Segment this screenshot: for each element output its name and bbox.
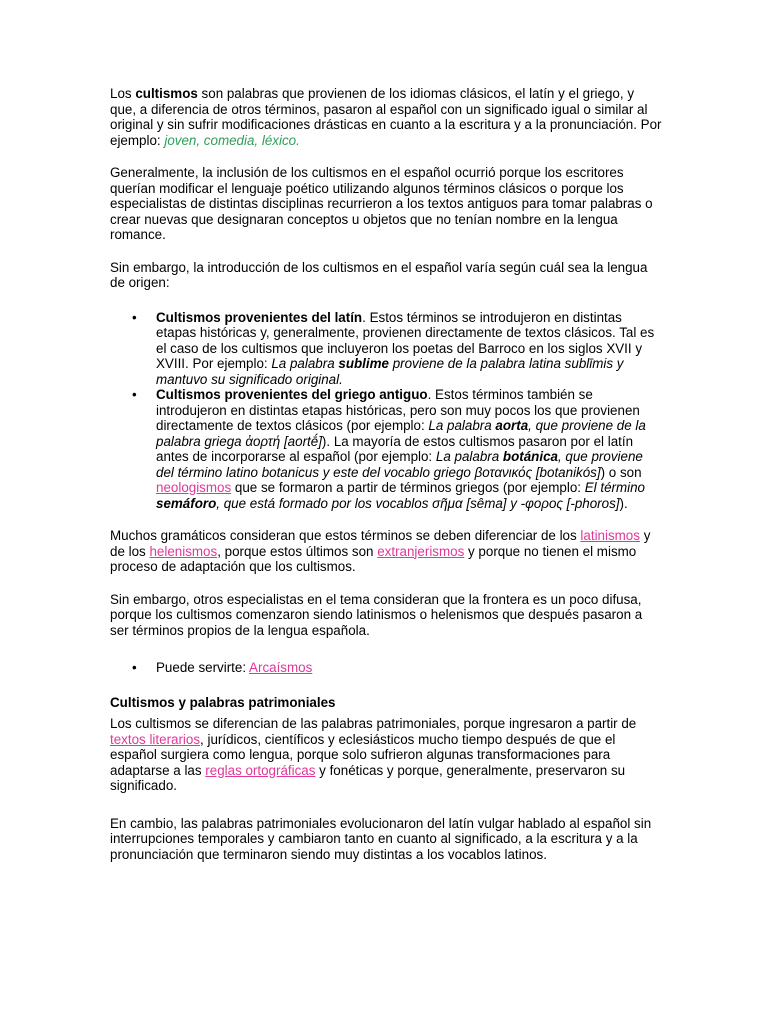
text-run: Muchos gramáticos consideran que estos términos se deben diferenciar de los [110, 528, 581, 543]
italic-run: , que está formado por los vocablos σῆμα [sêma] y -φορος [-phoros] [216, 495, 620, 511]
text-run: Los cultismos se diferencian de las palabras patrimoniales, porque ingresaron a partir de [110, 716, 637, 731]
text-run: Puede servirte: [156, 660, 250, 675]
italic-run: , que proviene de la palabra griega ἀορτή [aortḗ] [156, 418, 646, 449]
section-heading: Cultismos y palabras patrimoniales [110, 694, 336, 710]
italic-run: La palabra [428, 418, 496, 433]
text-run: . Estos términos se introdujeron en distintas etapas históricas y, generalmente, provienen directamente de textos clásicos. Tal es el caso de los cultismos que incluyeron los poetas del Barroco en los siglos XVII y XVIII. Por ejemplo: [156, 309, 655, 371]
italic-run: La palabra [271, 356, 339, 371]
italic-run: , que proviene del término latino botanicus y este del vocablo griego βοτανικός [botanikós] [156, 449, 643, 480]
list-item-latin [156, 310, 662, 388]
text-run: que se formaron a partir de términos griegos (por ejemplo: [231, 480, 585, 495]
link-arcaismos[interactable]: Arcaísmos [249, 660, 313, 675]
example-words: joven, comedia, léxico. [164, 132, 300, 148]
text-run: , porque estos últimos son [217, 543, 378, 559]
text-run: ). La mayoría de estos cultismos pasaron por el latín antes de incorporarse al español (por ejemplo: [156, 433, 634, 464]
paragraph-patrimonial [110, 716, 662, 794]
text-run: y porque no tienen el mismo proceso de adaptación que los cultismos. [110, 543, 637, 574]
text-run: y fonéticas y porque, generalmente, preservaron su significado. [110, 762, 626, 793]
link-extranjerismos[interactable]: extranjerismos [377, 543, 465, 559]
italic-run: proviene de la palabra latina sublīmis y mantuvo su significado original. [156, 356, 624, 387]
paragraph-origin: Sin embargo, la introducción de los cultismos en el español varía según cuál sea la lengua de origen: [110, 259, 648, 290]
italic-run: El término [584, 480, 645, 495]
link-reglas-ortograficas[interactable]: reglas ortográficas [205, 762, 316, 778]
intro-paragraph [110, 86, 662, 148]
paragraph-grammarians [110, 528, 662, 575]
origin-list [110, 310, 662, 512]
list-item-greek [156, 387, 662, 511]
link-textos-literarios[interactable]: textos literarios [110, 731, 201, 747]
italic-run: La palabra [435, 449, 503, 464]
document-page [110, 86, 662, 879]
text-run: Los [110, 86, 136, 101]
link-helenismos[interactable]: helenismos [149, 543, 218, 559]
text-run: y de los [110, 528, 651, 559]
paragraph-specialists: Sin embargo, otros especialistas en el tema consideran que la frontera es un poco difusa, porque los cultismos comenzaron siendo latinismos o helenismos que después pasaron a ser términos propios de la lengua española. [110, 591, 643, 638]
link-latinismos[interactable]: latinismos [580, 528, 640, 543]
paragraph-inclusion: Generalmente, la inclusión de los cultismos en el español ocurrió porque los escritores querían modificar el lenguaje poético utilizando algunos términos clásicos o porque los especialistas de distintas disciplinas recurrieron a los textos antiguos para tomar palabras o crear nuevas que designaran conceptos u objetos que no tenían nombre en la lengua romance. [110, 165, 653, 242]
bold-italic-term: aorta [495, 418, 529, 433]
text-run: ). [619, 495, 628, 511]
text-run: . Estos términos también se introdujeron en distintas etapas históricas, pero son muy pocos los que provienen directamente de textos clásicos (por ejemplo: [156, 387, 640, 433]
link-neologismos[interactable]: neologismos [156, 480, 232, 495]
paragraph-evolution: En cambio, las palabras patrimoniales evolucionaron del latín vulgar hablado al español sin interrupciones temporales y cambiaron tanto en cuanto al significado, a la escritura y a la pronunciación que terminaron siendo muy distintas a los vocablos latinos. [110, 815, 652, 862]
text-run: son palabras que provienen de los idiomas clásicos, el latín y el griego, y que, a diferencia de otros términos, pasaron al español con un significado igual o similar al original y sin sufrir modificaciones drásticas en cuanto a la escritura y a la pronunciación. Por ejemplo: [110, 86, 662, 148]
bold-italic-term: semáforo [156, 495, 217, 511]
bold-italic-term: botánica [502, 449, 558, 464]
text-run: , jurídicos, científicos y eclesiásticos mucho tiempo después de que el español surgiera como lengua, porque solo sufrieron algunas transformaciones para adaptarse a las [110, 731, 616, 778]
bold-term: Cultismos provenientes del griego antiguo [156, 387, 428, 402]
list-item-related [156, 660, 662, 676]
text-run: ) o son [600, 464, 642, 480]
bold-italic-term: sublime [338, 356, 389, 371]
bold-term: Cultismos provenientes del latín [156, 309, 363, 325]
related-list [110, 660, 662, 676]
bold-term: cultismos [135, 86, 198, 101]
